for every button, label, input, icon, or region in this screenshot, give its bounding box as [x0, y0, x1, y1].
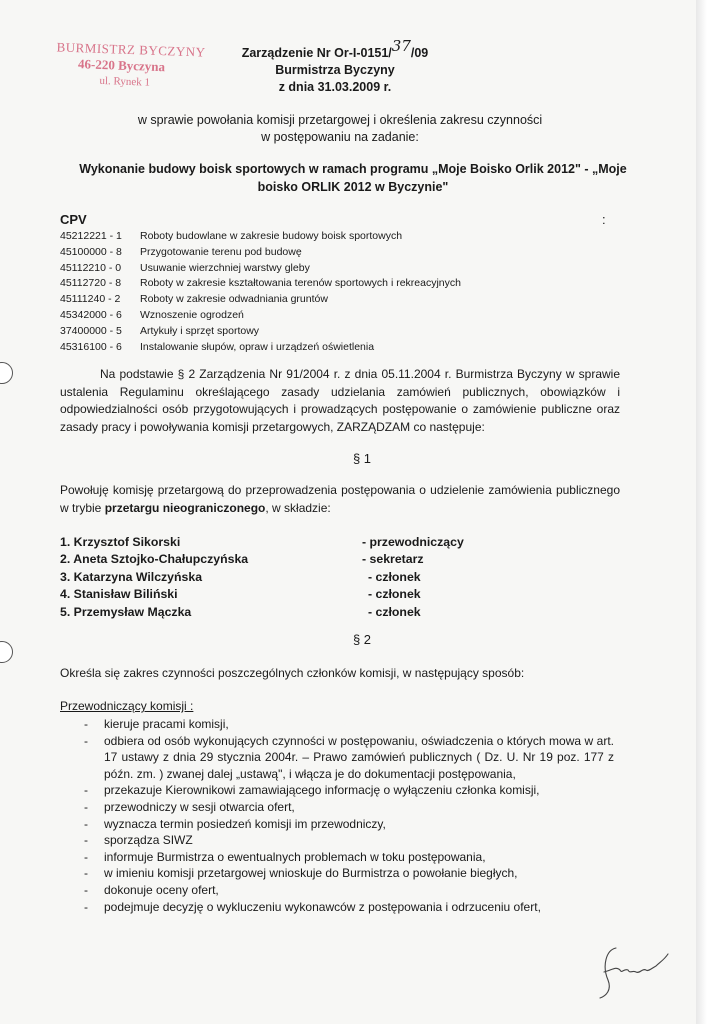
member-names [60, 534, 248, 621]
decree-date: z dnia 31.03.2009 r. [278, 80, 392, 94]
cpv-item [60, 292, 461, 308]
section-1-title: § 1 [352, 451, 372, 466]
member-role: - członek [368, 587, 421, 602]
punch-hole-top [0, 362, 13, 384]
handwritten-signature [594, 940, 674, 1000]
decree-number-prefix: Zarządzenie Nr Or-I-0151/ [241, 46, 392, 60]
cpv-code: 45212221 - 1 [60, 230, 122, 242]
duty-text: w imieniu komisji przetargowej wnioskuje do Burmistrza o powołanie biegłych, [104, 866, 518, 881]
decree-number-suffix: /09 [410, 46, 429, 60]
duty-item: - odbiera od osób wykonujących czynności w postępowaniu, oświadczenia o których mowa w art. 17 ustawy z dnia 29 stycznia 2004r. – Prawo zamówień publicznych ( Dz. U. Nr 19 poz. 177 z późn. zm. ) zwanej dalej „ustawą", i włącza je do dokumentacji postępowania, [84, 733, 614, 781]
duty-item: - informuje Burmistrza o ewentualnych problemach w toku postępowania, [84, 849, 486, 864]
section-1-text-before: Powołuję komisję przetargową do przeprowadzenia postępowania o udzielenie zamówienia publicznego w trybie [60, 483, 620, 515]
cpv-title: CPV [60, 212, 87, 227]
side-mark: : [602, 212, 606, 227]
section-1-text [60, 482, 620, 517]
member-name: 2. Aneta Sztojko-Chałupczyńska [60, 552, 249, 567]
cpv-code: 45112720 - 8 [60, 277, 122, 290]
cpv-desc: Przygotowanie terenu pod budowę [140, 245, 302, 258]
cpv-code: 45111240 - 2 [60, 293, 121, 306]
member-role: - przewodniczący [362, 535, 464, 549]
member-name: 3. Katarzyna Wilczyńska [60, 569, 203, 584]
duty-text: wyznacza termin posiedzeń komisji im przewodniczy, [104, 816, 386, 831]
duty-item: - dokonuje oceny ofert, [84, 882, 219, 897]
cpv-item [60, 340, 461, 356]
stamp-line-1: BURMISTRZ BYCZYNY [56, 39, 206, 60]
cpv-code: 45100000 - 8 [60, 245, 122, 258]
decree-number [200, 37, 470, 62]
stamp-line-2: 46-220 Byczyna [77, 56, 166, 75]
cpv-item [60, 324, 461, 340]
cpv-desc: Artykuły i sprzęt sportowy [140, 324, 260, 337]
cpv-item [60, 276, 461, 292]
duty-text: kieruje pracami komisji, [104, 717, 229, 731]
subject [120, 112, 560, 146]
cpv-code: 37400000 - 5 [60, 324, 122, 337]
subject-line-2: w postępowaniu na zadanie: [261, 130, 419, 144]
duty-text: informuje Burmistrza o ewentualnych problemach w toku postępowania, [104, 849, 486, 864]
legal-basis-text: Na podstawie § 2 Zarządzenia Nr 91/2004 r. z dnia 05.11.2004 r. Burmistrza Byczyny w sprawie ustalenia Regulaminu określającego zasady udzielania zamówień publicznych, obowiązków i odpowiedzialności osób przygotowujących i prowadzących postępowanie o zamówienie publiczne oraz zasady pracy i powoływania komisji przetargowych, ZARZĄDZAM co następuje: [60, 367, 620, 434]
duty-text: przewodniczy w sesji otwarcia ofert, [104, 799, 295, 814]
issuer: Burmistrza Byczyny [275, 63, 395, 77]
duty-item: - podejmuje decyzję o wykluczeniu wykonawców z postępowania i odrzuceniu ofert, [84, 899, 541, 914]
duty-text: przekazuje Kierownikowi zamawiającego informację o wyłączeniu członka komisji, [104, 783, 540, 798]
cpv-desc: Instalowanie słupów, opraw i urządzeń oświetlenia [140, 340, 375, 353]
subject-line-1: w sprawie powołania komisji przetargowej i określenia zakresu czynności [137, 113, 543, 127]
cpv-desc: Roboty budowlane w zakresie budowy boisk sportowych [140, 230, 403, 242]
cpv-desc: Roboty w zakresie odwadniania gruntów [140, 293, 328, 306]
cpv-desc: Wznoszenie ogrodzeń [140, 308, 244, 321]
page-edge-shadow [696, 0, 724, 1024]
section-1-text-after: , w składzie: [265, 500, 331, 515]
task-title: Wykonanie budowy boisk sportowych w ramach programu „Moje Boisko Orlik 2012" - „Moje boisko ORLIK 2012 w Byczynie" [79, 162, 627, 194]
duty-text: odbiera od osób wykonujących czynności w postępowaniu, oświadczenia o których mowa w art. 17 ustawy z dnia 29 stycznia 2004r. – Prawo zamówień publicznych ( Dz. U. Nr 19 poz. 177 z późn. zm. ) zwanej dalej „ustawą", i włącza je do dokumentacji postępowania, [104, 733, 614, 781]
cpv-list [60, 229, 461, 355]
cpv-code: 45316100 - 6 [60, 340, 122, 353]
chair-duties-title: Przewodniczący komisji : [60, 699, 194, 713]
cpv-desc: Usuwanie wierzchniej warstwy gleby [140, 261, 310, 274]
duty-item: - sporządza SIWZ [84, 833, 193, 848]
cpv-code: 45112210 - 0 [60, 261, 122, 274]
cpv-item [60, 245, 461, 261]
duty-item: - w imieniu komisji przetargowej wnioskuje do Burmistrza o powołanie biegłych, [84, 866, 518, 881]
duty-text: dokonuje oceny ofert, [104, 882, 219, 897]
duty-text: sporządza SIWZ [104, 833, 193, 848]
cpv-item [60, 229, 461, 245]
cpv-desc: Roboty w zakresie kształtowania terenów sportowych i rekreacyjnych [140, 277, 461, 290]
section-2-title: § 2 [352, 632, 372, 647]
cpv-code: 45342000 - 6 [60, 308, 122, 321]
member-role: - członek [368, 604, 421, 619]
cpv-item [60, 308, 461, 324]
stamp-line-3: ul. Rynek 1 [99, 74, 151, 89]
legal-basis-paragraph [60, 366, 620, 436]
member-role: - członek [368, 569, 421, 584]
member-name: 1. Krzysztof Sikorski [60, 535, 181, 549]
member-name: 4. Stanisław Biliński [60, 587, 178, 602]
cpv-item [60, 261, 461, 277]
office-stamp [55, 39, 206, 92]
document-header [200, 37, 470, 96]
duty-item: - kieruje pracami komisji, [84, 717, 229, 731]
member-roles [362, 534, 464, 621]
chair-duties-list [84, 716, 614, 915]
tender-mode: przetargu nieograniczonego [104, 500, 266, 515]
handwritten-number: 37 [391, 37, 411, 55]
duty-text: podejmuje decyzję o wykluczeniu wykonawców z postępowania i odrzuceniu ofert, [104, 899, 541, 914]
duty-item: - przekazuje Kierownikowi zamawiającego informację o wyłączeniu członka komisji, [84, 783, 540, 798]
duty-item: - wyznacza termin posiedzeń komisji im przewodniczy, [84, 816, 386, 831]
member-role: - sekretarz [362, 552, 424, 567]
duty-item: - przewodniczy w sesji otwarcia ofert, [84, 799, 295, 814]
member-name: 5. Przemysław Mączka [60, 604, 192, 619]
section-2-intro: Określa się zakres czynności poszczególnych członków komisji, w następujący sposób: [60, 666, 525, 680]
